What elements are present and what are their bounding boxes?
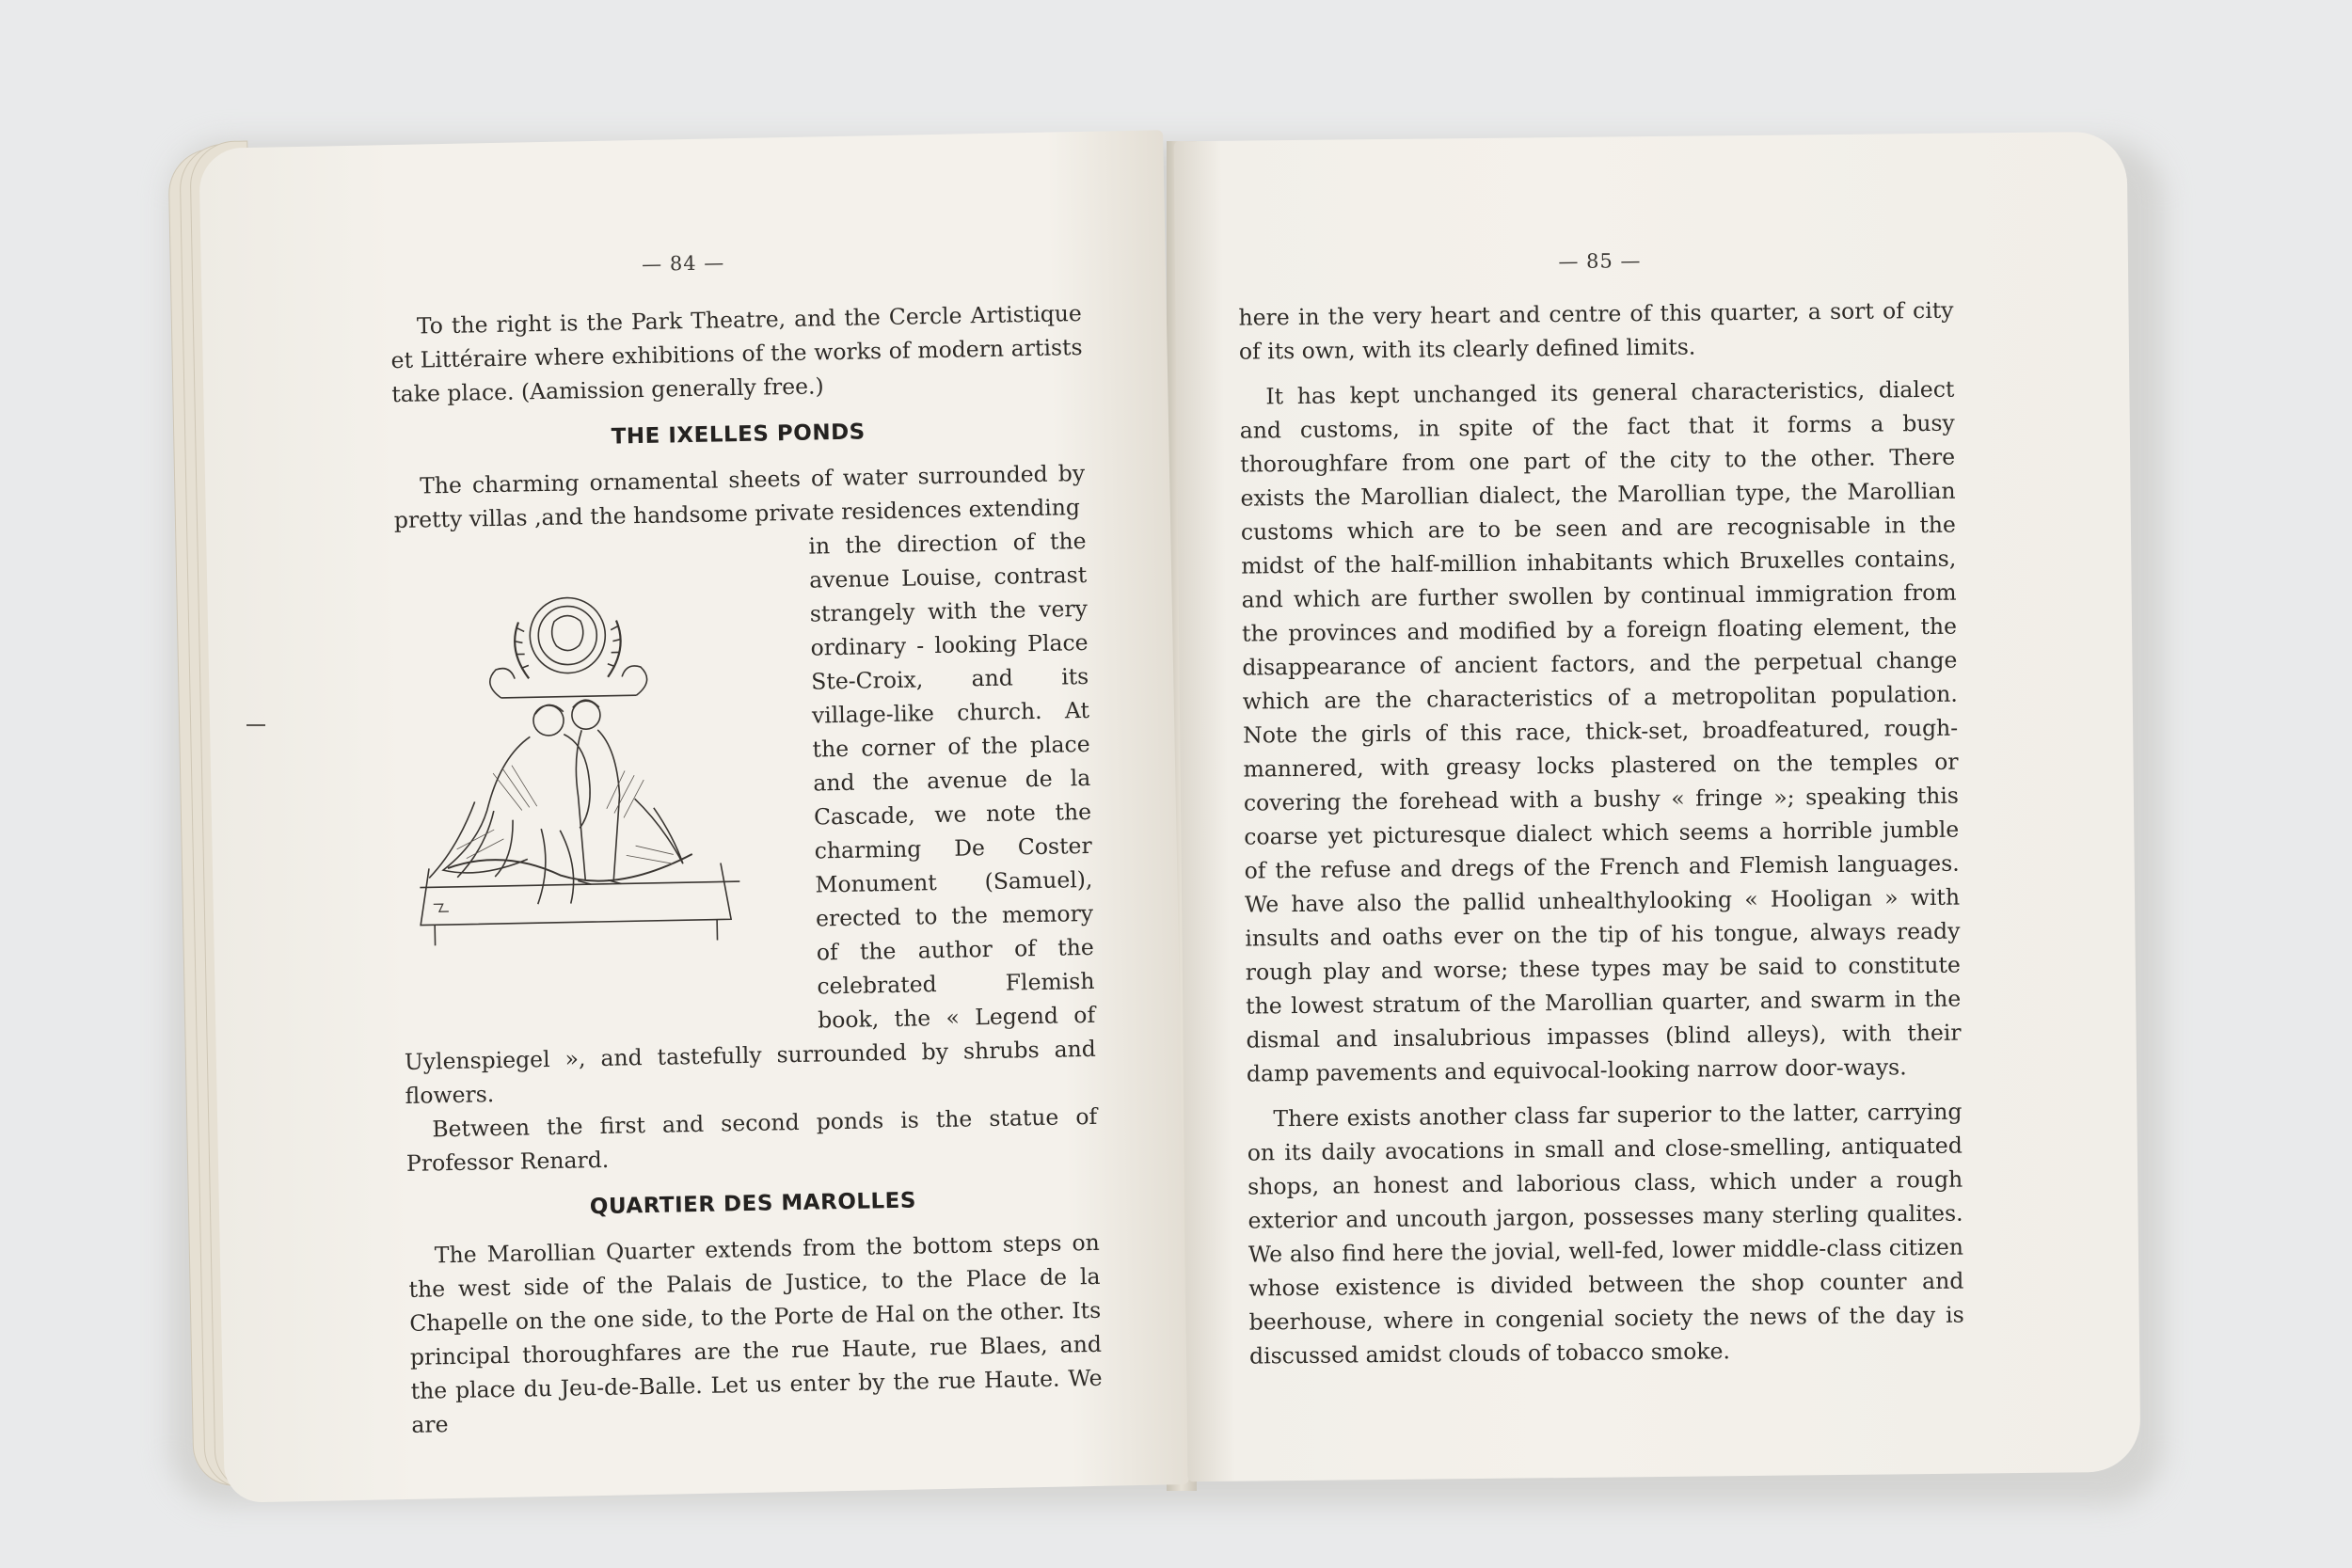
right-page	[1174, 132, 2141, 1482]
paragraph: There exists another class far superior to the latter, carrying on its daily avocations in small and close-smelling, antiquated shops, an honest and laborious class, which under a rough exterior and uncouth jargon, possesses many sterling qualites. We also find here the jovial, well-fed, lower middle-class citizen whose existence is divided between the shop counter and beerhouse, where in congenial society the news of the day is discussed amidst clouds of tobacco smoke.	[1247, 1098, 1964, 1370]
margin-mark	[246, 724, 265, 726]
section-heading: THE IXELLES PONDS	[611, 420, 866, 450]
page-number: — 85 —	[1558, 249, 1642, 274]
paragraph: here in the very heart and centre of this quarter, a sort of city of its own, with its clearly defined limits.	[1238, 296, 1954, 365]
de-coster-monument-illustration	[386, 580, 755, 954]
paragraph: in the direction of the avenue Louise, contrast strangely with the very ordinary - looking Place Ste-Croix, and its village-like church. At the corner of the place and the avenue de la Cascade, we note the charming De Coster Monument (Samuel), erected to the memory of the author of the celebrated Flemish book, the « Legend of Uylenspiegel », and tastefully surrounded by shrubs and flowers.	[404, 527, 1097, 1109]
right-page-body	[1238, 293, 1964, 1373]
page-number: — 84 —	[641, 251, 725, 276]
left-page	[199, 130, 1188, 1502]
paragraph: The charming ornamental sheets of water surrounded by pretty villas ,and the handsome private residences extending	[393, 459, 1086, 534]
paragraph: To the right is the Park Theatre, and the Cercle Artistique et Littéraire where exhibitions of the works of modern artists take place. (Aamission generally free.)	[390, 299, 1083, 408]
paragraph: It has kept unchanged its general characteristics, dialect and customs, in spite of the fact that it forms a busy thoroughfare from one part of the city to the other. There exists the Marollian dialect, the Marollian type, the Marollian customs which are to be seen and are recognisable in the midst of the half-million inhabitants which Bruxelles contains, and which are further swollen by continual immigration from the provinces and modified by a foreign floating element, the disappearance of ancient factors, and the perpetual change which are the characteristics of a metropolitan population. Note the girls of this race, thick-set, broadfeatured, rough-mannered, with greasy locks plastered on the temples or covering the forehead with a bushy « fringe »; speaking this coarse yet picturesque dialect which seems a horrible jumble of the refuse and dregs of the French and Flemish languages. We have also the pallid unhealthylooking « Hooligan » with insults and oaths ever on the tip of his tongue, always ready rough play and worse; these types may be said to constitute the lowest stratum of the Marollian quarter, and swarm in the dismal and insalubrious impasses (blind alleys), with their damp pavements and equivocal-looking narrow door-ways.	[1239, 375, 1962, 1087]
section-heading: QUARTIER DES MAROLLES	[589, 1188, 917, 1220]
paragraph: The Marollian Quarter extends from the bottom steps on the west side of the Palais de Justice, to the Place de la Chapelle on the one side, to the Porte de Hal on the other. Its principal thoroughfares are the rue Haute, rue Blaes, and the place du Jeu-de-Balle. Let us enter by the rue Haute. We are	[408, 1228, 1103, 1438]
paragraph: Between the first and second ponds is the statue of Professor Renard.	[405, 1102, 1098, 1177]
